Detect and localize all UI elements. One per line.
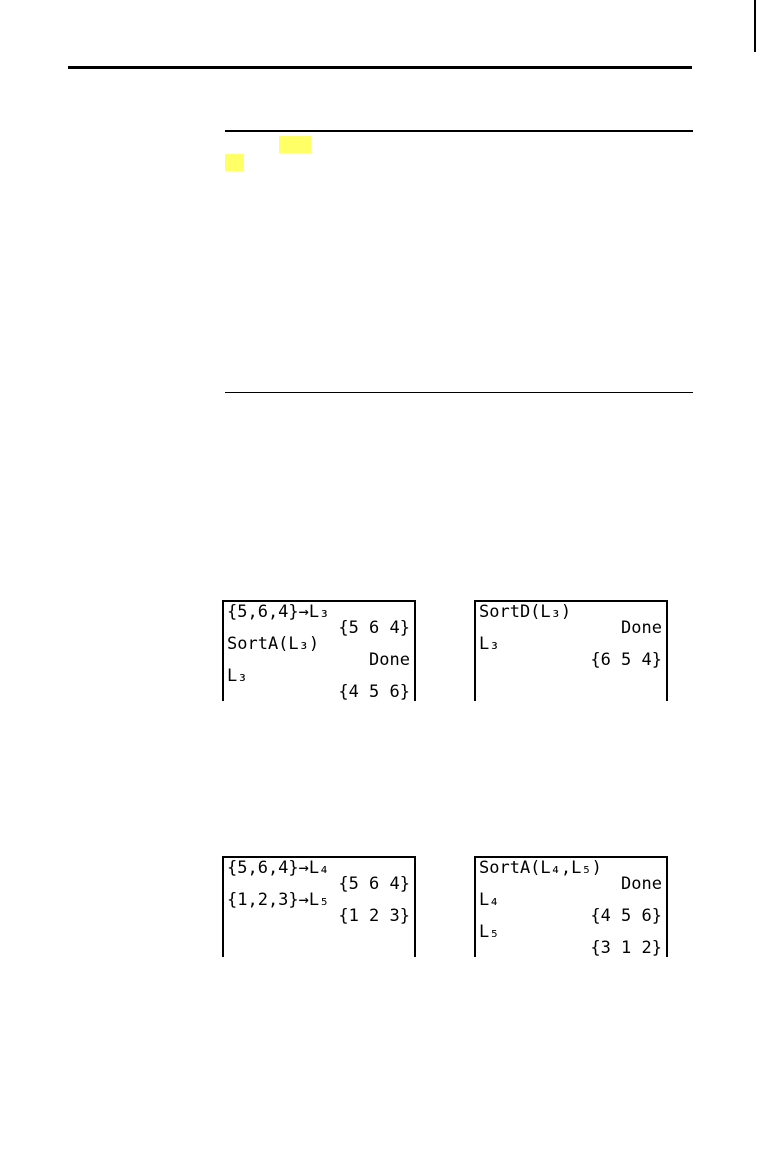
screen-line: L₅: [479, 922, 500, 942]
screen-line: Done: [621, 874, 662, 894]
highlight-mark: [225, 154, 244, 171]
calculator-screen-3: [222, 856, 416, 957]
margin-line: [754, 0, 756, 52]
screen-line: {5 6 4}: [338, 874, 410, 894]
header-rule: [68, 66, 692, 69]
screen-line: {1 2 3}: [338, 906, 410, 926]
note-top-rule: [225, 130, 693, 132]
calculator-screen-2: [474, 600, 668, 701]
screen-line: L₃: [227, 666, 248, 686]
screen-line: {5 6 4}: [338, 618, 410, 638]
screen-line: SortA(L₄,L₅): [479, 858, 602, 878]
screen-line: {4 5 6}: [590, 906, 662, 926]
screen-line: SortA(L₃): [227, 634, 320, 654]
screen-line: {6 5 4}: [590, 650, 662, 670]
screen-line: Done: [369, 650, 410, 670]
screen-line: {4 5 6}: [338, 682, 410, 701]
calculator-screen-1: [222, 600, 416, 701]
screen-line: {5,6,4}→L₄: [227, 858, 330, 878]
screen-line: L₃: [479, 634, 500, 654]
screen-line: L₄: [479, 890, 500, 910]
note-bottom-rule: [225, 392, 693, 393]
screen-line: SortD(L₃): [479, 602, 572, 622]
highlight-mark: [279, 136, 311, 153]
screen-line: {3 1 2}: [590, 938, 662, 957]
screen-line: Done: [621, 618, 662, 638]
screen-line: {1,2,3}→L₅: [227, 890, 330, 910]
screen-line: {5,6,4}→L₃: [227, 602, 330, 622]
calculator-screen-4: [474, 856, 668, 957]
